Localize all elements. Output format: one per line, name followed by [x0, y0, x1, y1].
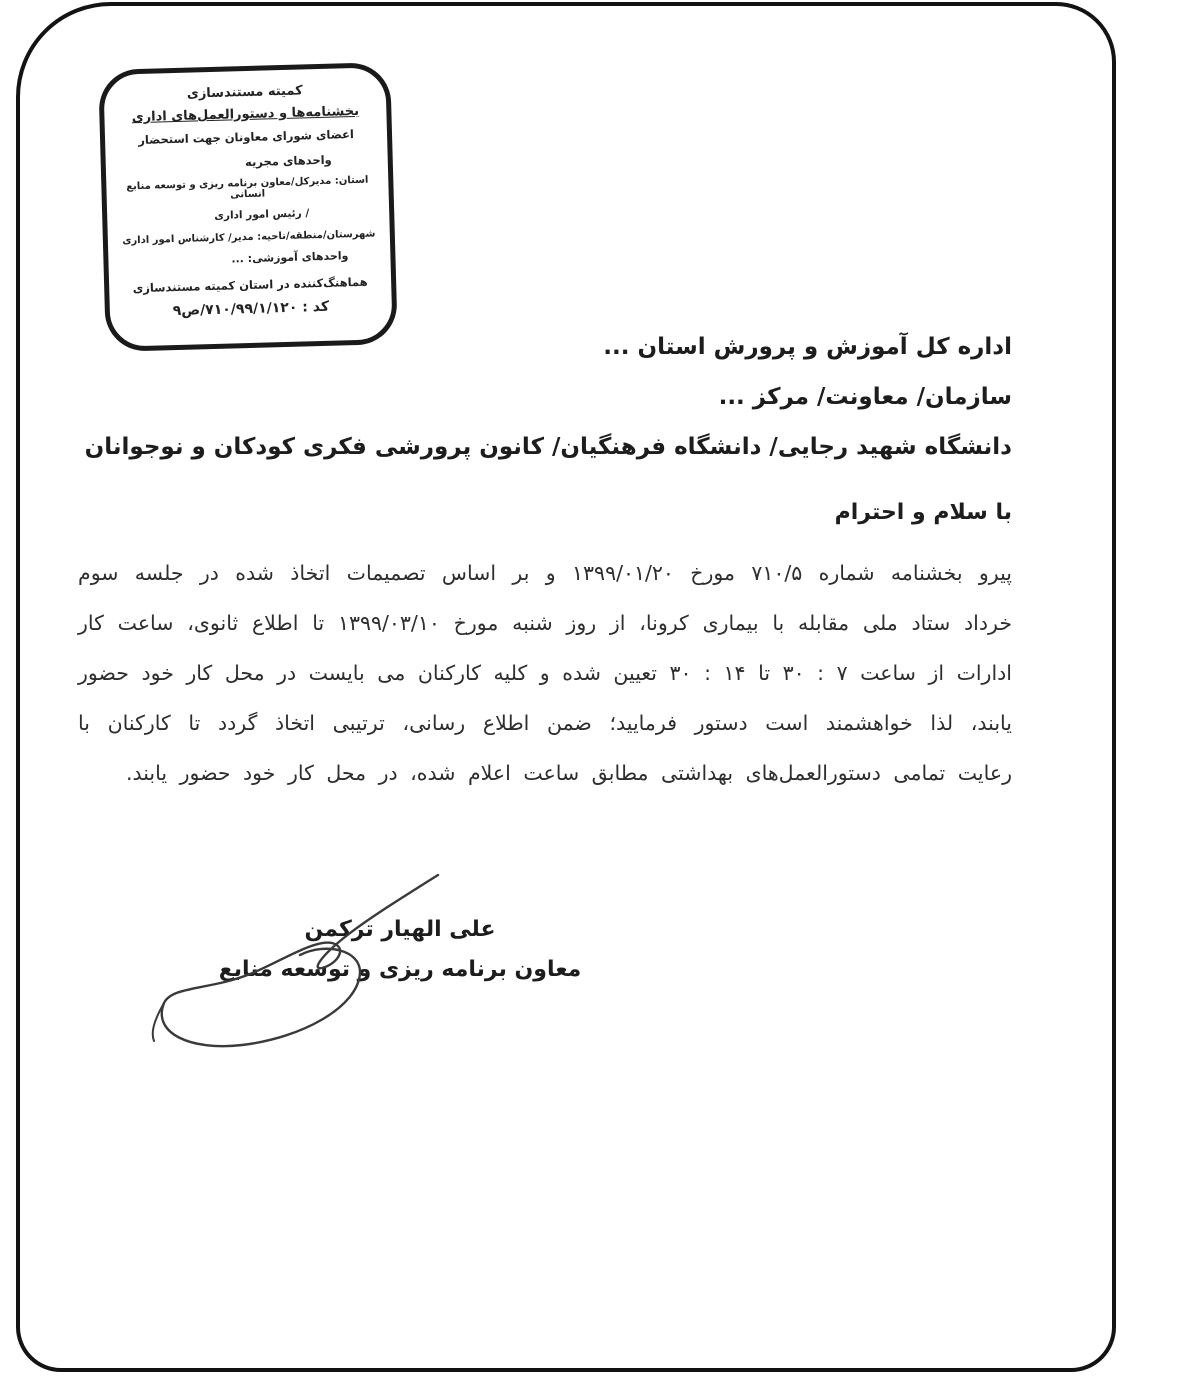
stamp-council-line: اعضای شورای معاونان جهت استحضار	[138, 127, 355, 148]
recipient-line: دانشگاه شهید رجایی/ دانشگاه فرهنگیان/ کانون پرورشی فکری کودکان و نوجوانان	[84, 434, 1012, 460]
body-line: پیرو بخشنامه شماره ۷۱۰/۵ مورخ ۱۳۹۹/۰۱/۲۰ و بر اساس تصمیمات اتخاذ شده در جلسه سوم	[78, 561, 1012, 585]
stamp-subject: بخشنامه‌ها و دستورالعمل‌های اداری	[131, 103, 360, 126]
body-line: خرداد ستاد ملی مقابله با بیماری کرونا، از روز شنبه مورخ ۱۳۹۹/۰۳/۱۰ تا اطلاع ثانوی، ساعت کار	[78, 611, 1012, 635]
body-line: یابند، لذا خواهشمند است دستور فرمایید؛ ضمن اطلاع رسانی، ترتیبی اتخاذ گردد تا کارکنان با	[78, 711, 1012, 735]
signer-title: معاون برنامه ریزی و توسعه منابع	[218, 957, 582, 982]
documentation-committee-stamp	[98, 62, 398, 352]
salutation: با سلام و احترام	[834, 500, 1012, 525]
signer-name: علی الهیار ترکمن	[304, 917, 496, 942]
stamp-code: کد : ۷۱۰/۹۹/۱/۱۲۰/ص۹	[172, 298, 330, 320]
stamp-exec-units-line: واحدهای مجریه	[244, 152, 332, 170]
stamp-title: کمیته مستندسازی	[186, 83, 303, 102]
recipient-line: سازمان/ معاونت/ مرکز ...	[718, 384, 1012, 410]
letter-body	[78, 548, 1012, 798]
recipient-line: اداره کل آموزش و پرورش استان ...	[603, 334, 1012, 360]
body-line: رعایت تمامی دستورالعمل‌های بهداشتی مطابق ساعت اعلام شده، در محل کار خود حضور یابند.	[125, 761, 1012, 785]
stamp-province-line: استان: مدیرکل/معاون برنامه ریزی و توسعه منابع انسانی	[126, 174, 369, 201]
recipient-block	[80, 322, 1012, 472]
stamp-coordinator-line: هماهنگ‌کننده در استان کمیته مستندسازی	[132, 274, 368, 296]
signature-scribble	[120, 855, 540, 1085]
stamp-admin-head-line: / رئیس امور اداری	[214, 207, 310, 222]
body-line: ادارات از ساعت ۷ : ۳۰ تا ۱۴ : ۳۰ تعیین شده و کلیه کارکنان می بایست در محل کار خود حضور	[78, 661, 1012, 685]
stamp-edu-units-line: واحدهای آموزشی: ...	[231, 249, 349, 266]
stamp-county-line: شهرستان/منطقه/ناحیه: مدیر/ کارشناس امور اداری	[122, 228, 376, 247]
